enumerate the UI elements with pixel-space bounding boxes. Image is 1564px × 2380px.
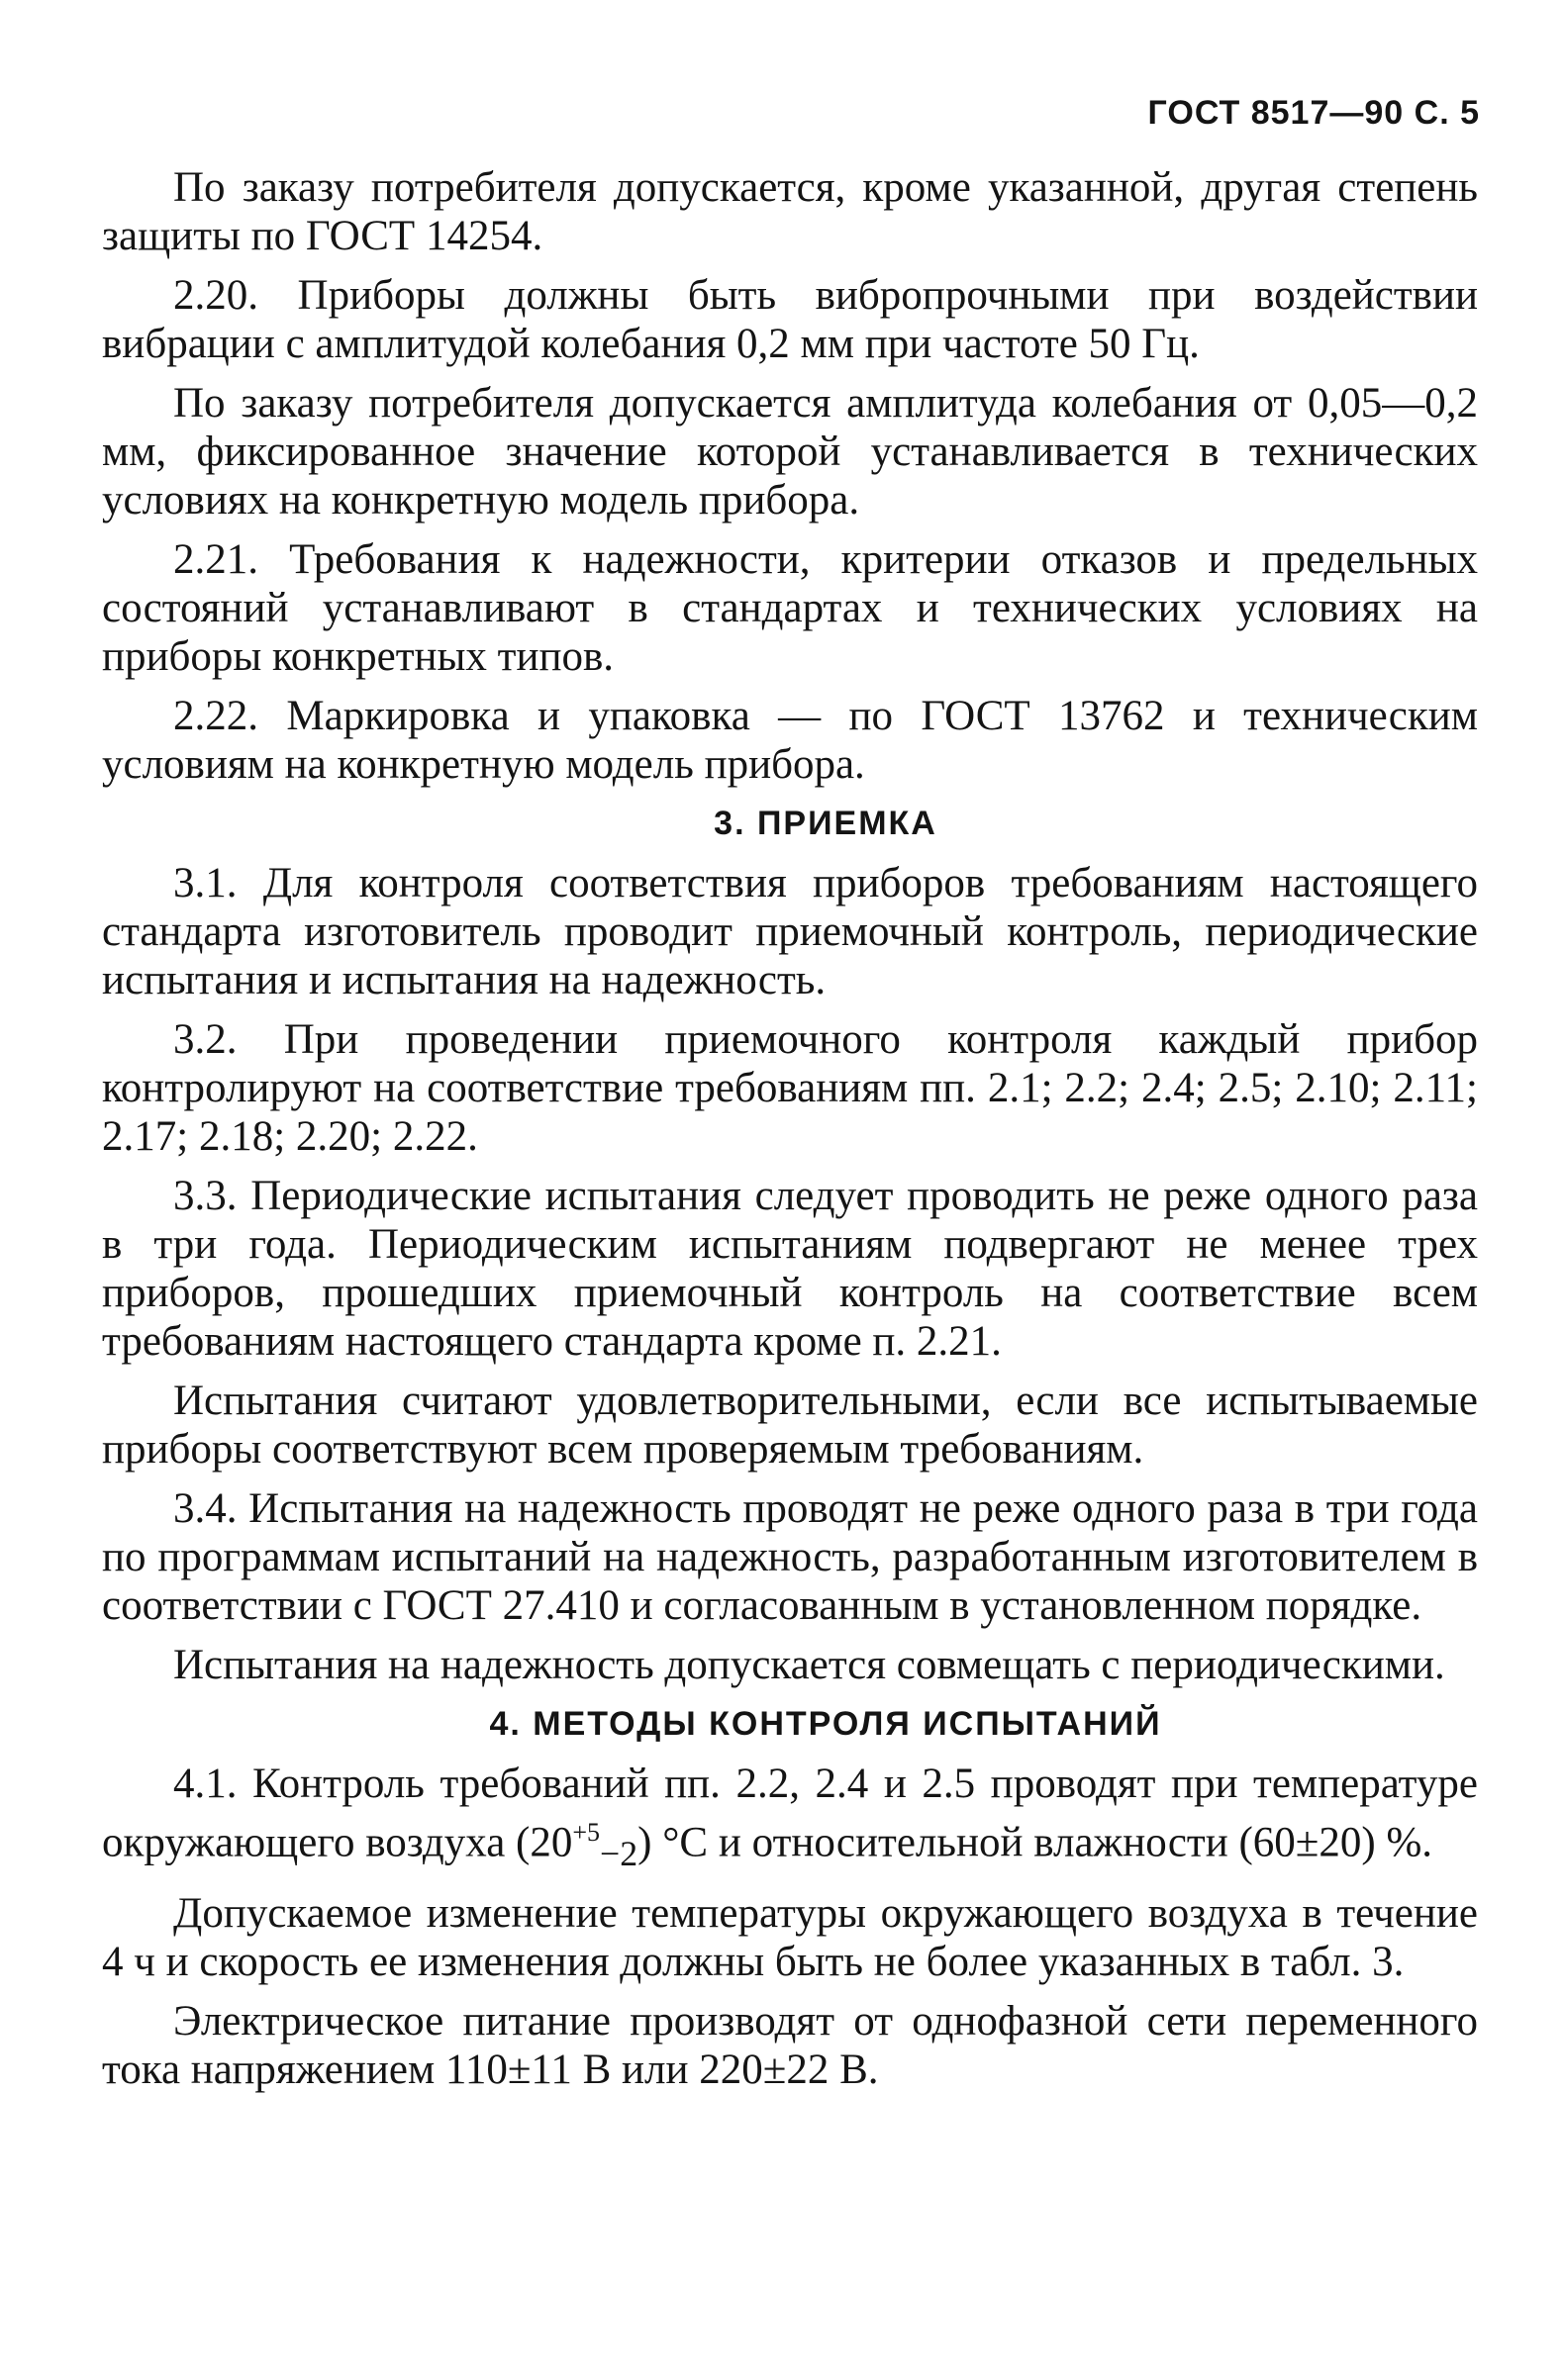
paragraph-3-1: 3.1. Для контроля соответствия приборов требованиям настоящего стандарта изготовитель проводит приемочный контроль, периодические испытания и испытания на надежность. — [102, 860, 1478, 1003]
paragraph: Испытания считают удовлетворительными, если все испытываемые приборы соответствуют всем проверяемым требованиям. — [102, 1378, 1478, 1473]
paragraph-3-3: 3.3. Периодические испытания следует проводить не реже одного раза в три года. Периодическим испытаниям подвергают не менее трех приборов, прошедших приемочный контроль на соответствие всем требованиям настоящего стандарта кроме п. 2.21. — [102, 1173, 1478, 1365]
paragraph-2-22: 2.22. Маркировка и упаковка — по ГОСТ 13762 и техническим условиям на конкретную модель прибора. — [102, 693, 1478, 788]
document-body — [102, 163, 1478, 2105]
page-header: ГОСТ 8517—90 С. 5 — [1147, 94, 1480, 132]
paragraph: Электрическое питание производят от однофазной сети переменного тока напряжением 110±11 В или 220±22 В. — [102, 1997, 1478, 2093]
paragraph: Допускаемое изменение температуры окружающего воздуха в течение 4 ч и скорость ее изменения должны быть не более указанных в табл. 3. — [102, 1889, 1478, 1985]
section-title-acceptance: 3. ПРИЕМКА — [714, 805, 937, 842]
paragraph: По заказу потребителя допускается, кроме указанной, другая степень защиты по ГОСТ 14254. — [102, 164, 1478, 259]
p41-text-before: 4.1. Контроль требований пп. 2.2, 2.4 и 2.5 проводят при температуре окружающего воздуха (20 — [102, 1761, 1478, 1866]
paragraph-3-4: 3.4. Испытания на надежность проводят не реже одного раза в три года по программам испытаний на надежность, разработанным изготовителем в соответствии с ГОСТ 27.410 и согласованным в установленном порядке. — [102, 1485, 1478, 1629]
paragraph-3-2: 3.2. При проведении приемочного контроля каждый прибор контролируют на соответствие требованиям пп. 2.1; 2.2; 2.4; 2.5; 2.10; 2.11; 2.17; 2.18; 2.20; 2.22. — [102, 1016, 1478, 1160]
p41-text-after: ) °С и относительной влажности (60±20) %. — [637, 1819, 1433, 1866]
section-title-test-methods: 4. МЕТОДЫ КОНТРОЛЯ ИСПЫТАНИЙ — [489, 1705, 1162, 1743]
paragraph-2-21: 2.21. Требования к надежности, критерии отказов и предельных состояний устанавливают в стандартах и технических условиях на приборы конкретных типов. — [102, 536, 1478, 680]
tolerance-upper: +5 — [572, 1818, 601, 1847]
paragraph: Испытания на надежность допускается совмещать с периодическими. — [173, 1642, 1445, 1688]
paragraph: По заказу потребителя допускается амплитуда колебания от 0,05—0,2 мм, фиксированное значение которой устанавливается в технических условиях на конкретную модель прибора. — [102, 380, 1478, 524]
tolerance-lower: −2 — [600, 1833, 638, 1873]
paragraph-2-20: 2.20. Приборы должны быть вибропрочными при воздействии вибрации с амплитудой колебания 0,2 мм при частоте 50 Гц. — [102, 272, 1478, 367]
paragraph-4-1 — [102, 1760, 1478, 1878]
